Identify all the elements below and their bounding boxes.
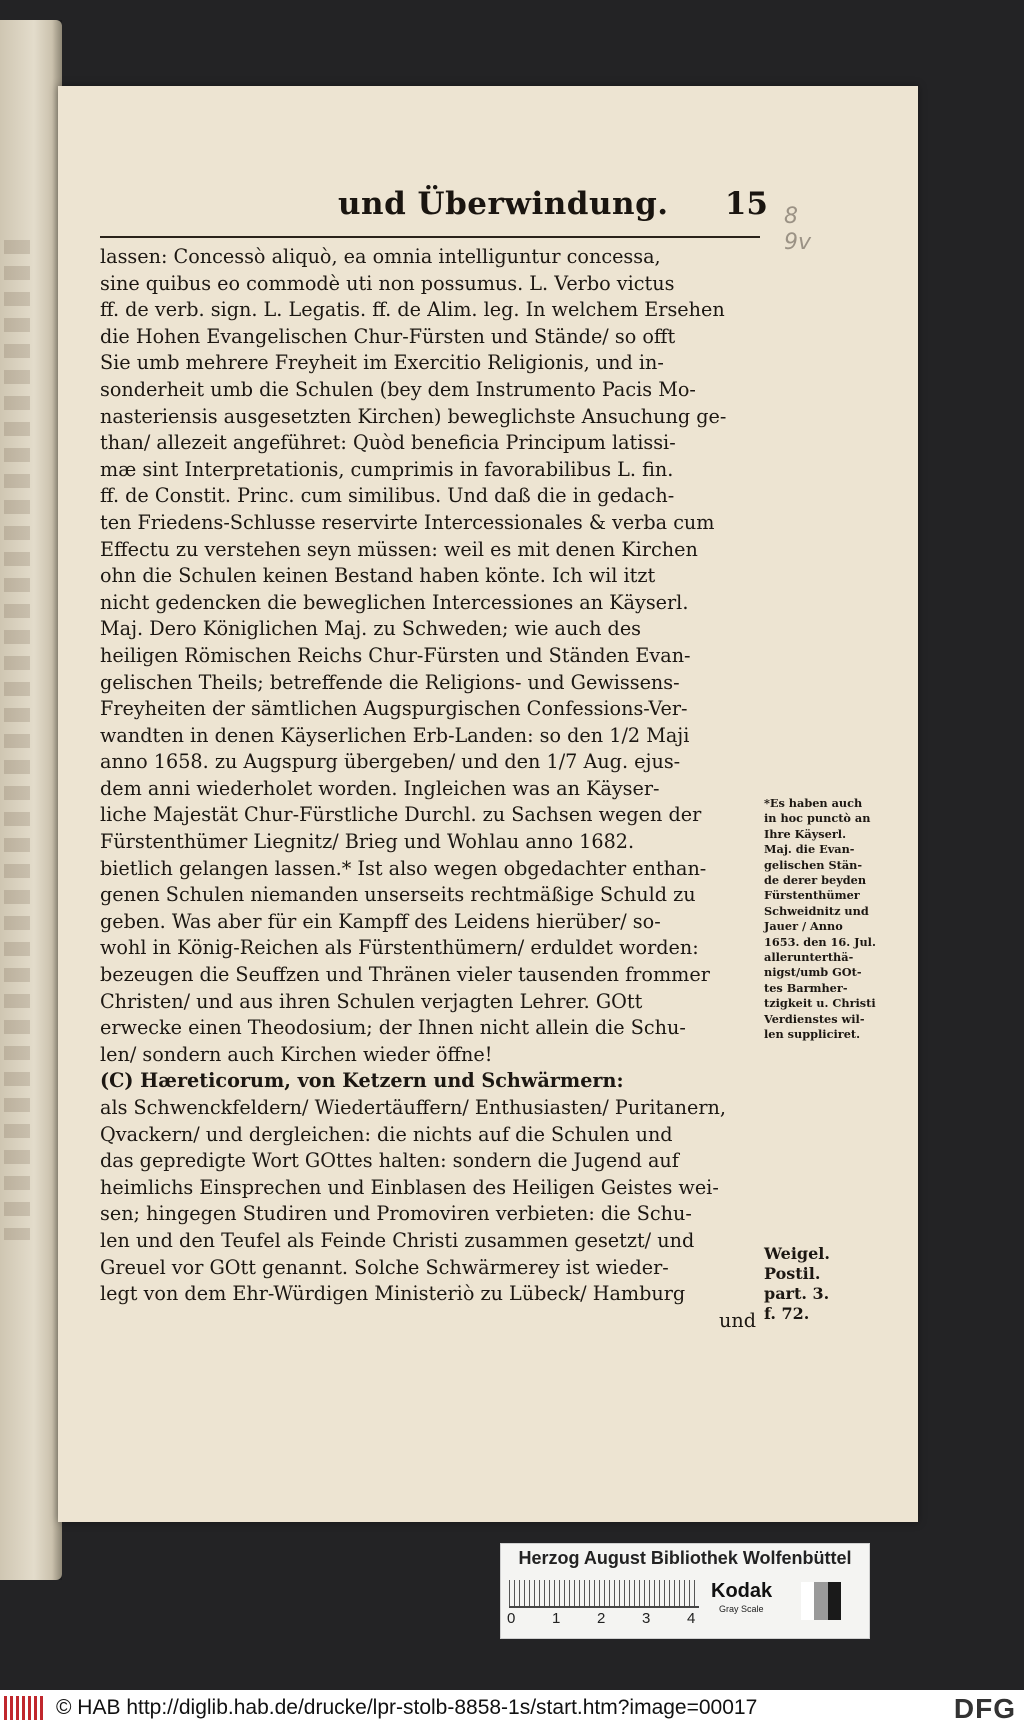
margin-note-line: *Es haben auch — [764, 796, 863, 810]
document-page — [58, 86, 918, 1522]
text-line: len/ sondern auch Kirchen wieder öffne! — [100, 1042, 493, 1066]
text-line: (C) Hæreticorum, von Ketzern und Schwärmern: — [100, 1069, 624, 1093]
text-line: gelischen Theils; betreffende die Religions- und Gewissens- — [100, 670, 680, 694]
margin-note-line: 1653. den 16. Jul. — [764, 934, 876, 949]
text-line: das gepredigte Wort GOttes halten: sondern die Jugend auf — [100, 1149, 679, 1173]
gray-scale-swatches — [801, 1582, 841, 1620]
margin-ref-line: Postil. — [764, 1264, 821, 1283]
text-line: len und den Teufel als Feinde Christi zusammen gesetzt/ und — [100, 1228, 695, 1252]
text-line: liche Majestät Chur-Fürstliche Durchl. zu Sachsen wegen der — [100, 803, 702, 827]
text-line: Freyheiten der sämtlichen Augspurgischen Confessions-Ver- — [100, 697, 688, 721]
text-line: ff. de Constit. Princ. cum similibus. Und daß die in gedach- — [100, 484, 675, 508]
margin-ref-line: part. 3. — [764, 1284, 830, 1303]
margin-note-line: Maj. die Evan- — [764, 842, 855, 857]
pencil-mark-text: 8 9v — [784, 204, 812, 255]
body-text — [100, 244, 760, 1334]
text-line: Greuel vor GOtt genannt. Solche Schwärmerey ist wieder- — [100, 1255, 669, 1279]
ruler-numbers — [507, 1610, 707, 1630]
kodak-logo: Kodak — [711, 1580, 773, 1602]
text-line: erwecke einen Theodosium; der Ihnen nicht allein die Schu- — [100, 1016, 686, 1040]
footer-copyright-url[interactable]: © HAB http://diglib.hab.de/drucke/lpr-stolb-8858-1s/start.htm?image=00017 — [56, 1696, 758, 1719]
text-line: Fürstenthümer Liegnitz/ Brieg und Wohlau anno 1682. — [100, 830, 635, 854]
text-line: heiligen Römischen Reichs Chur-Fürsten und Ständen Evan- — [100, 643, 691, 667]
page-number: 15 — [724, 186, 768, 222]
ruler-number: 2 — [597, 1610, 606, 1627]
left-page-bleed-through — [4, 240, 30, 1240]
text-line: Effectu zu verstehen seyn müssen: weil es mit denen Kirchen — [100, 537, 698, 561]
margin-note-line: tzigkeit u. Christi — [764, 996, 876, 1011]
text-line: Qvackern/ und dergleichen: die nichts auf die Schulen und — [100, 1122, 673, 1146]
gray-scale-label: Gray Scale — [719, 1604, 764, 1614]
text-line: legt von dem Ehr-Würdigen Ministeriò zu Lübeck/ Hamburg — [100, 1282, 686, 1306]
margin-ref-line: f. 72. — [764, 1304, 810, 1323]
running-title: und Überwindung. — [338, 186, 669, 222]
text-line: bietlich gelangen lassen.* Ist also wegen obgedachter enthan- — [100, 856, 707, 880]
margin-note-line: allerunterthä- — [764, 950, 854, 965]
text-line: than/ allezeit angeführet: Quòd beneficia Principum latissi- — [100, 431, 676, 455]
text-line: nasteriensis ausgesetzten Kirchen) beweglichste Ansuchung ge- — [100, 404, 727, 428]
text-line: ten Friedens-Schlusse reservirte Intercessionales & verba cum — [100, 510, 715, 534]
ruler-number: 3 — [642, 1610, 651, 1627]
text-line: ohn die Schulen keinen Bestand haben könte. Ich wil itzt — [100, 564, 656, 588]
ruler-number: 0 — [507, 1610, 516, 1627]
hab-logo-icon — [4, 1696, 44, 1720]
color-calibration-card — [500, 1543, 870, 1639]
margin-note-line: nigst/umb GOt- — [764, 965, 862, 980]
header-rule — [100, 236, 760, 238]
text-line: wandten in denen Käyserlichen Erb-Landen: so den 1/2 Maji — [100, 723, 690, 747]
card-title: Herzog August Bibliothek Wolfenbüttel — [518, 1548, 852, 1568]
text-line: nicht gedencken die beweglichen Intercessiones an Käyserl. — [100, 590, 689, 614]
text-line: sonderheit umb die Schulen (bey dem Instrumento Pacis Mo- — [100, 377, 696, 401]
text-line: Maj. Dero Königlichen Maj. zu Schweden; wie auch des — [100, 617, 642, 641]
margin-note-line: gelischen Stän- — [764, 857, 863, 872]
margin-ref-line: Weigel. — [764, 1244, 830, 1263]
pencil-shelf-mark — [784, 204, 811, 256]
ruler-number: 4 — [687, 1610, 696, 1627]
margin-note-line: Fürstenthümer — [764, 888, 860, 903]
left-page-edge — [0, 20, 62, 1580]
text-line: anno 1658. zu Augspurg übergeben/ und den 1/7 Aug. ejus- — [100, 750, 681, 774]
text-line: sine quibus eo commodè uti non possumus. L. Verbo victus — [100, 271, 675, 295]
page-header — [248, 186, 768, 230]
margin-note-line: Jauer / Anno — [764, 919, 843, 934]
footer-bar — [0, 1690, 1024, 1727]
text-line: lassen: Concessò aliquò, ea omnia intelliguntur concessa, — [100, 245, 661, 268]
text-line: ff. de verb. sign. L. Legatis. ff. de Alim. leg. In welchem Ersehen — [100, 298, 725, 322]
text-line: geben. Was aber für ein Kampff des Leidens hierüber/ so- — [100, 909, 661, 933]
margin-note-line: Verdienstes wil- — [764, 1011, 865, 1026]
margin-note-line: len suppliciret. — [764, 1027, 861, 1042]
margin-note-line: de derer beyden — [764, 873, 867, 888]
margin-note — [764, 796, 876, 1043]
text-line: genen Schulen niemanden unserseits rechtmäßige Schuld zu — [100, 883, 696, 907]
text-line: Sie umb mehrere Freyheit im Exercitio Religionis, und in- — [100, 351, 664, 375]
margin-note-line: Ihre Käyserl. — [764, 826, 846, 841]
catchword: und — [719, 1308, 756, 1332]
margin-note-line: Schweidnitz und — [764, 903, 869, 918]
dfg-logo: DFG — [953, 1693, 1016, 1724]
text-line: bezeugen die Seuffzen und Thränen vieler tausenden frommer — [100, 963, 710, 987]
margin-reference — [764, 1244, 864, 1324]
text-line: die Hohen Evangelischen Chur-Fürsten und Stände/ so offt — [100, 324, 676, 348]
text-line: als Schwenckfeldern/ Wiedertäuffern/ Enthusiasten/ Puritanern, — [100, 1096, 726, 1119]
ruler-number: 1 — [552, 1610, 561, 1627]
margin-note-line: in hoc punctò an — [764, 811, 871, 826]
text-line: heimlichs Einsprechen und Einblasen des Heiligen Geistes wei- — [100, 1175, 719, 1199]
ruler-scale — [509, 1580, 699, 1608]
text-line: Christen/ und aus ihren Schulen verjagten Lehrer. GOtt — [100, 989, 643, 1013]
text-line: dem anni wiederholet worden. Ingleichen was an Käyser- — [100, 776, 660, 800]
margin-note-line: tes Barmher- — [764, 980, 848, 995]
text-line: mæ sint Interpretationis, cumprimis in favorabilibus L. fin. — [100, 457, 674, 481]
text-line: sen; hingegen Studiren und Promoviren verbieten: die Schu- — [100, 1202, 692, 1226]
text-line: wohl in König-Reichen als Fürstenthümern/ erduldet worden: — [100, 936, 699, 960]
